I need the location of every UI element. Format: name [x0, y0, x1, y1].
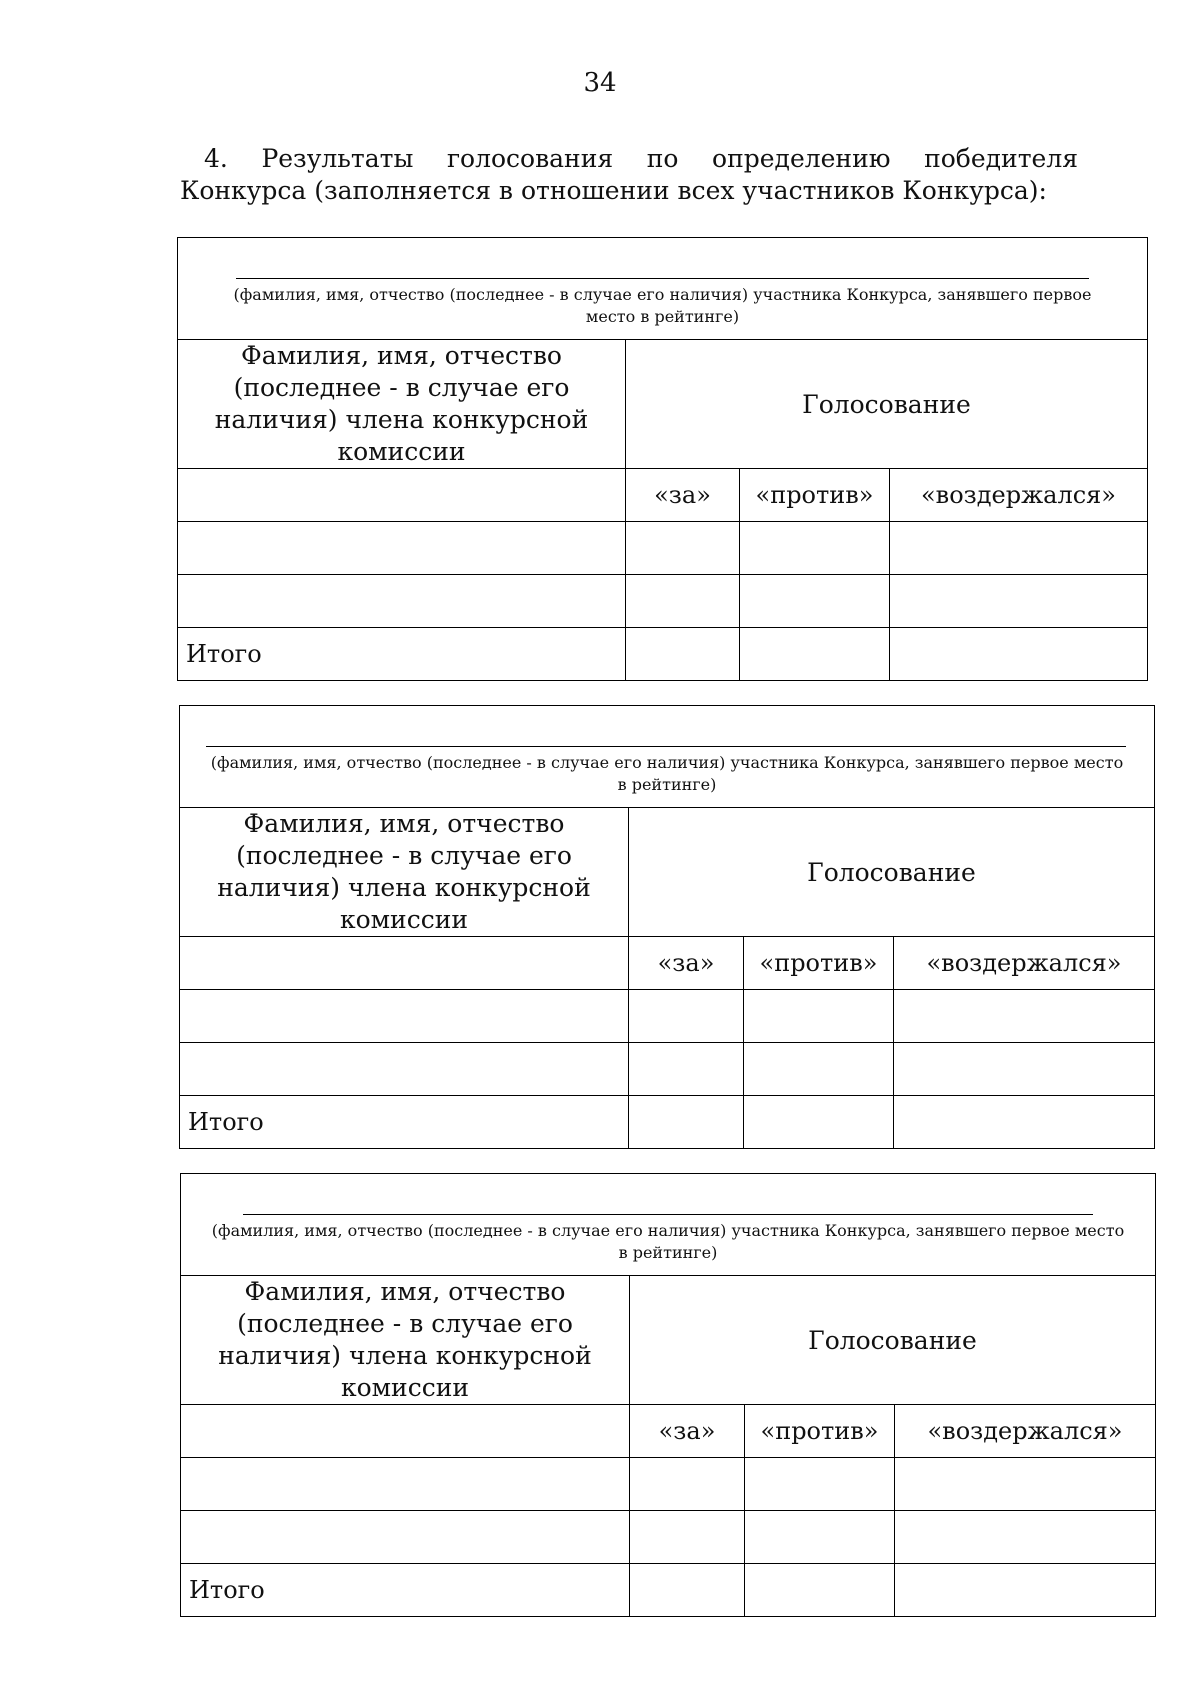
vote-against-cell[interactable]: [740, 522, 890, 575]
vote-against-cell[interactable]: [744, 990, 894, 1043]
member-name-blank: [178, 469, 626, 522]
total-against-cell[interactable]: [740, 628, 890, 681]
candidate-name-line: [206, 746, 1126, 747]
candidate-name-line: [243, 1214, 1093, 1215]
member-name-cell[interactable]: [181, 1458, 630, 1511]
total-label: Итого: [180, 1096, 629, 1149]
vote-against-cell[interactable]: [745, 1511, 895, 1564]
vote-for-cell[interactable]: [626, 575, 740, 628]
vote-for-header: «за»: [626, 469, 740, 522]
vote-for-header: «за»: [629, 937, 744, 990]
table-row: [180, 1043, 1155, 1096]
vote-abstain-cell[interactable]: [890, 575, 1148, 628]
total-against-cell[interactable]: [745, 1564, 895, 1617]
voting-header: Голосование: [626, 340, 1148, 469]
table-row: [178, 575, 1148, 628]
total-against-cell[interactable]: [744, 1096, 894, 1149]
voting-header: Голосование: [630, 1276, 1156, 1405]
vote-abstain-cell[interactable]: [895, 1511, 1156, 1564]
voting-table-2: [179, 705, 1155, 1149]
candidate-name-cell[interactable]: [180, 706, 1155, 808]
member-name-cell[interactable]: [180, 990, 629, 1043]
total-for-cell[interactable]: [626, 628, 740, 681]
member-name-cell[interactable]: [180, 1043, 629, 1096]
vote-for-header: «за»: [630, 1405, 745, 1458]
vote-abstain-header: «воздержался»: [894, 937, 1155, 990]
vote-against-header: «против»: [744, 937, 894, 990]
table-row: [181, 1511, 1156, 1564]
vote-abstain-cell[interactable]: [894, 990, 1155, 1043]
total-label: Итого: [178, 628, 626, 681]
vote-for-cell[interactable]: [629, 1043, 744, 1096]
candidate-caption: (фамилия, имя, отчество (последнее - в случае его наличия) участника Конкурса, занявшего первое место в рейтинге): [233, 285, 1092, 326]
vote-for-cell[interactable]: [630, 1458, 745, 1511]
voting-header: Голосование: [629, 808, 1155, 937]
vote-abstain-header: «воздержался»: [895, 1405, 1156, 1458]
table-row: [181, 1458, 1156, 1511]
candidate-name-cell[interactable]: [178, 238, 1148, 340]
member-name-blank: [180, 937, 629, 990]
vote-against-header: «против»: [745, 1405, 895, 1458]
table-row: [178, 522, 1148, 575]
candidate-name-cell[interactable]: [181, 1174, 1156, 1276]
vote-for-cell[interactable]: [629, 990, 744, 1043]
total-row: [181, 1564, 1156, 1617]
candidate-caption: (фамилия, имя, отчество (последнее - в случае его наличия) участника Конкурса, занявшего первое место в рейтинге): [210, 753, 1124, 794]
total-abstain-cell[interactable]: [895, 1564, 1156, 1617]
candidate-caption: (фамилия, имя, отчество (последнее - в случае его наличия) участника Конкурса, занявшего первое место в рейтинге): [211, 1221, 1125, 1262]
total-row: [180, 1096, 1155, 1149]
total-abstain-cell[interactable]: [894, 1096, 1155, 1149]
vote-against-cell[interactable]: [744, 1043, 894, 1096]
member-name-cell[interactable]: [181, 1511, 630, 1564]
total-for-cell[interactable]: [629, 1096, 744, 1149]
candidate-name-line: [236, 278, 1089, 279]
vote-abstain-cell[interactable]: [895, 1458, 1156, 1511]
total-for-cell[interactable]: [630, 1564, 745, 1617]
member-name-cell[interactable]: [178, 575, 626, 628]
voting-table-3: [180, 1173, 1156, 1617]
table-row: [180, 990, 1155, 1043]
vote-against-cell[interactable]: [740, 575, 890, 628]
vote-against-header: «против»: [740, 469, 890, 522]
total-abstain-cell[interactable]: [890, 628, 1148, 681]
member-name-header: Фамилия, имя, отчество (последнее - в случае его наличия) члена конкурсной комиссии: [180, 808, 629, 937]
page-number: 34: [583, 68, 617, 98]
member-name-header: Фамилия, имя, отчество (последнее - в случае его наличия) члена конкурсной комиссии: [178, 340, 626, 469]
vote-abstain-header: «воздержался»: [890, 469, 1148, 522]
vote-abstain-cell[interactable]: [890, 522, 1148, 575]
member-name-cell[interactable]: [178, 522, 626, 575]
total-label: Итого: [181, 1564, 630, 1617]
vote-for-cell[interactable]: [626, 522, 740, 575]
member-name-header: Фамилия, имя, отчество (последнее - в случае его наличия) члена конкурсной комиссии: [181, 1276, 630, 1405]
vote-against-cell[interactable]: [745, 1458, 895, 1511]
vote-for-cell[interactable]: [630, 1511, 745, 1564]
section-intro-text: 4. Результаты голосования по определению победителя Конкурса (заполняется в отношении всех участников Конкурса):: [180, 144, 1078, 205]
total-row: [178, 628, 1148, 681]
voting-table-1: [177, 237, 1148, 681]
vote-abstain-cell[interactable]: [894, 1043, 1155, 1096]
member-name-blank: [181, 1405, 630, 1458]
